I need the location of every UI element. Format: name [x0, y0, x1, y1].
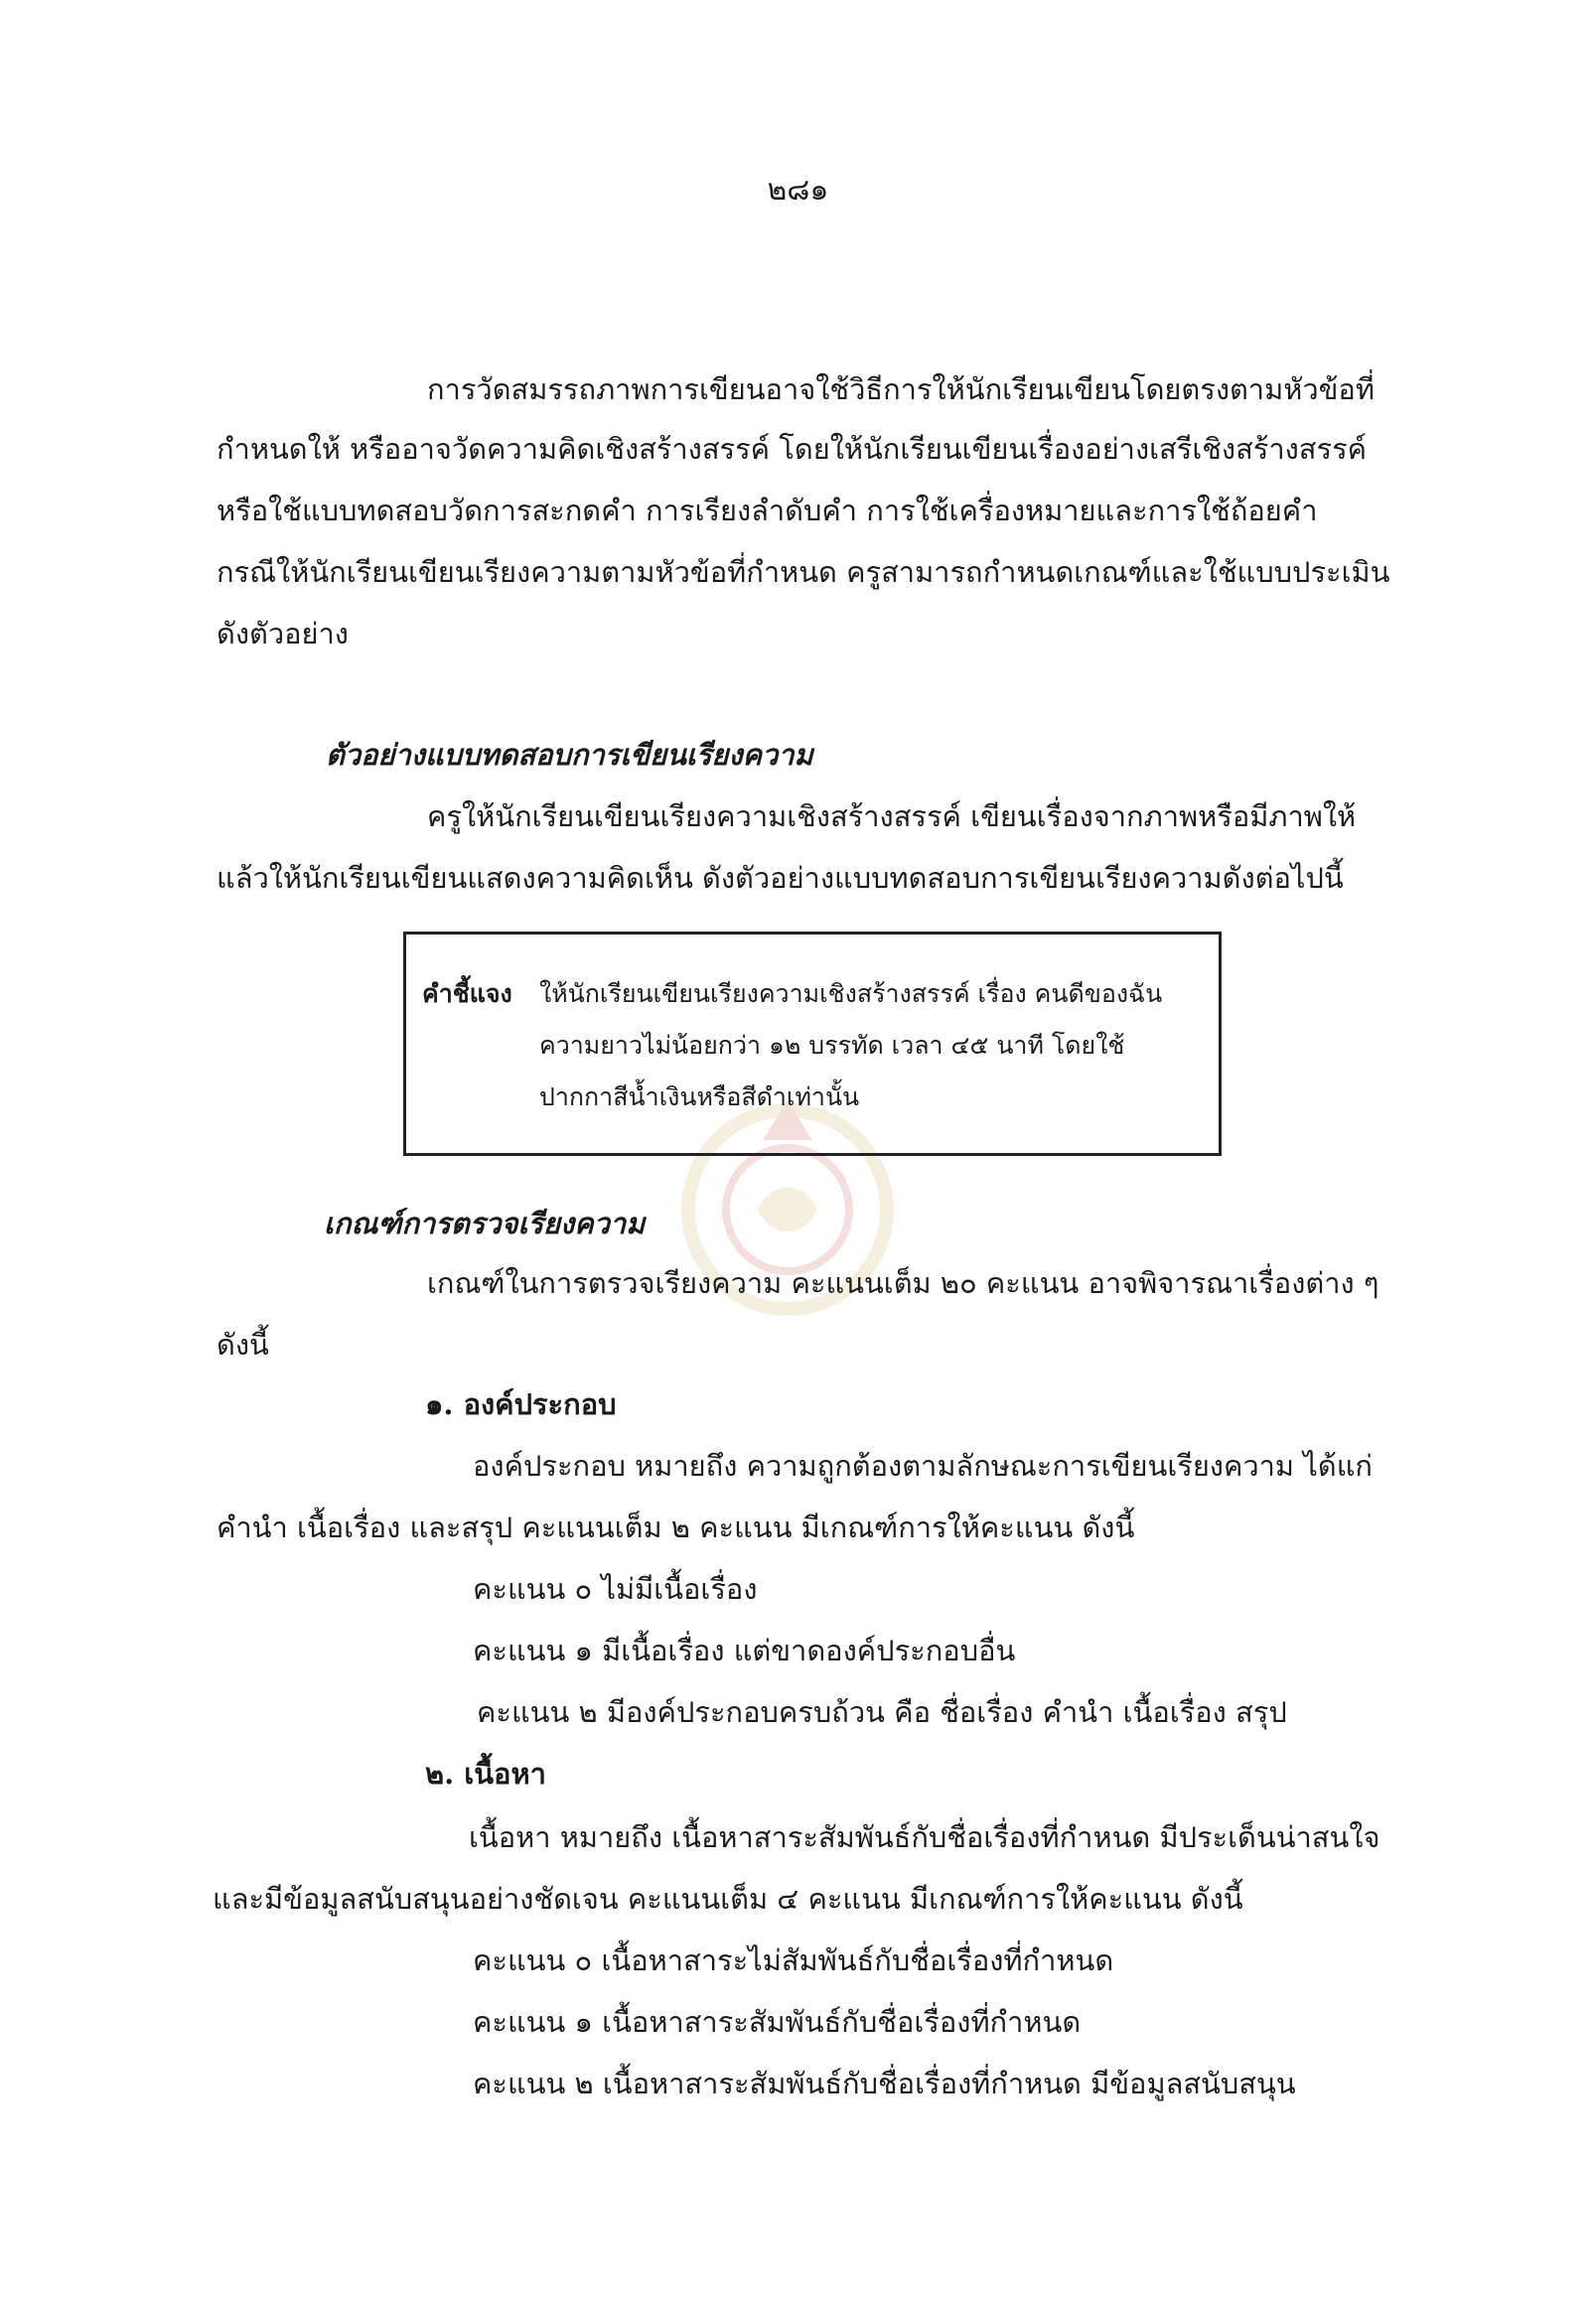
intro-line-3: หรือใช้แบบทดสอบวัดการสะกดคำ การเรียงลำดับคำ การใช้เครื่องหมายและการใช้ถ้อยคำ	[217, 494, 1318, 527]
example-heading: ตัวอย่างแบบทดสอบการเขียนเรียงความ	[326, 738, 813, 772]
section2-title: ๒. เนื้อหา	[425, 1757, 546, 1791]
example-line-1: ครูให้นักเรียนเขียนเรียงความเชิงสร้างสรรค์ เขียนเรื่องจากภาพหรือมีภาพให้	[427, 799, 1357, 833]
section1-score-1: คะแนน ๑ มีเนื้อเรื่อง แต่ขาดองค์ประกอบอื่น	[473, 1634, 1016, 1667]
instruction-label: คำชี้แจง	[422, 979, 512, 1008]
instruction-line-2: ความยาวไม่น้อยกว่า ๑๒ บรรทัด เวลา ๔๕ นาที โดยใช้	[539, 1031, 1125, 1060]
section1-desc-2: คำนำ เนื้อเรื่อง และสรุป คะแนนเต็ม ๒ คะแนน มีเกณฑ์การให้คะแนน ดังนี้	[217, 1511, 1135, 1544]
section2-score-2: คะแนน ๒ เนื้อหาสาระสัมพันธ์กับชื่อเรื่องที่กำหนด มีข้อมูลสนับสนุน	[473, 2067, 1296, 2100]
section1-score-0: คะแนน ๐ ไม่มีเนื้อเรื่อง	[473, 1572, 758, 1606]
instruction-line-3: ปากกาสีน้ำเงินหรือสีดำเท่านั้น	[539, 1082, 860, 1111]
section2-desc-1: เนื้อหา หมายถึง เนื้อหาสาระสัมพันธ์กับชื่อเรื่องที่กำหนด มีประเด็นน่าสนใจ	[469, 1820, 1380, 1854]
intro-line-4: กรณีให้นักเรียนเขียนเรียงความตามหัวข้อที่กำหนด ครูสามารถกำหนดเกณฑ์และใช้แบบประเมิน	[217, 555, 1390, 589]
section2-desc-2: และมีข้อมูลสนับสนุนอย่างชัดเจน คะแนนเต็ม ๔ คะแนน มีเกณฑ์การให้คะแนน ดังนี้	[213, 1882, 1243, 1916]
criteria-line-1: เกณฑ์ในการตรวจเรียงความ คะแนนเต็ม ๒๐ คะแนน อาจพิจารณาเรื่องต่าง ๆ	[427, 1266, 1379, 1300]
criteria-heading: เกณฑ์การตรวจเรียงความ	[324, 1207, 646, 1240]
page-number: ๒๘๑	[767, 173, 829, 208]
intro-line-5: ดังตัวอย่าง	[217, 617, 349, 650]
section1-score-2: คะแนน ๒ มีองค์ประกอบครบถ้วน คือ ชื่อเรื่อง คำนำ เนื้อเรื่อง สรุป	[477, 1695, 1287, 1729]
intro-line-1: การวัดสมรรถภาพการเขียนอาจใช้วิธีการให้นักเรียนเขียนโดยตรงตามหัวข้อที่	[427, 372, 1375, 406]
section2-score-1: คะแนน ๑ เนื้อหาสาระสัมพันธ์กับชื่อเรื่องที่กำหนด	[473, 2005, 1082, 2039]
example-line-2: แล้วให้นักเรียนเขียนแสดงความคิดเห็น ดังตัวอย่างแบบทดสอบการเขียนเรียงความดังต่อไปนี้	[217, 861, 1344, 895]
instruction-line-1: ให้นักเรียนเขียนเรียงความเชิงสร้างสรรค์ เรื่อง คนดีของฉัน	[539, 979, 1163, 1008]
section2-score-0: คะแนน ๐ เนื้อหาสาระไม่สัมพันธ์กับชื่อเรื่องที่กำหนด	[473, 1943, 1114, 1977]
intro-line-2: กำหนดให้ หรืออาจวัดความคิดเชิงสร้างสรรค์ โดยให้นักเรียนเขียนเรื่องอย่างเสรีเชิงสร้างสรรค์	[217, 432, 1368, 466]
section1-desc-1: องค์ประกอบ หมายถึง ความถูกต้องตามลักษณะการเขียนเรียงความ ได้แก่	[473, 1449, 1373, 1483]
instruction-box	[403, 932, 1222, 1156]
section1-title: ๑. องค์ประกอบ	[425, 1387, 617, 1421]
criteria-line-2: ดังนี้	[217, 1328, 269, 1362]
